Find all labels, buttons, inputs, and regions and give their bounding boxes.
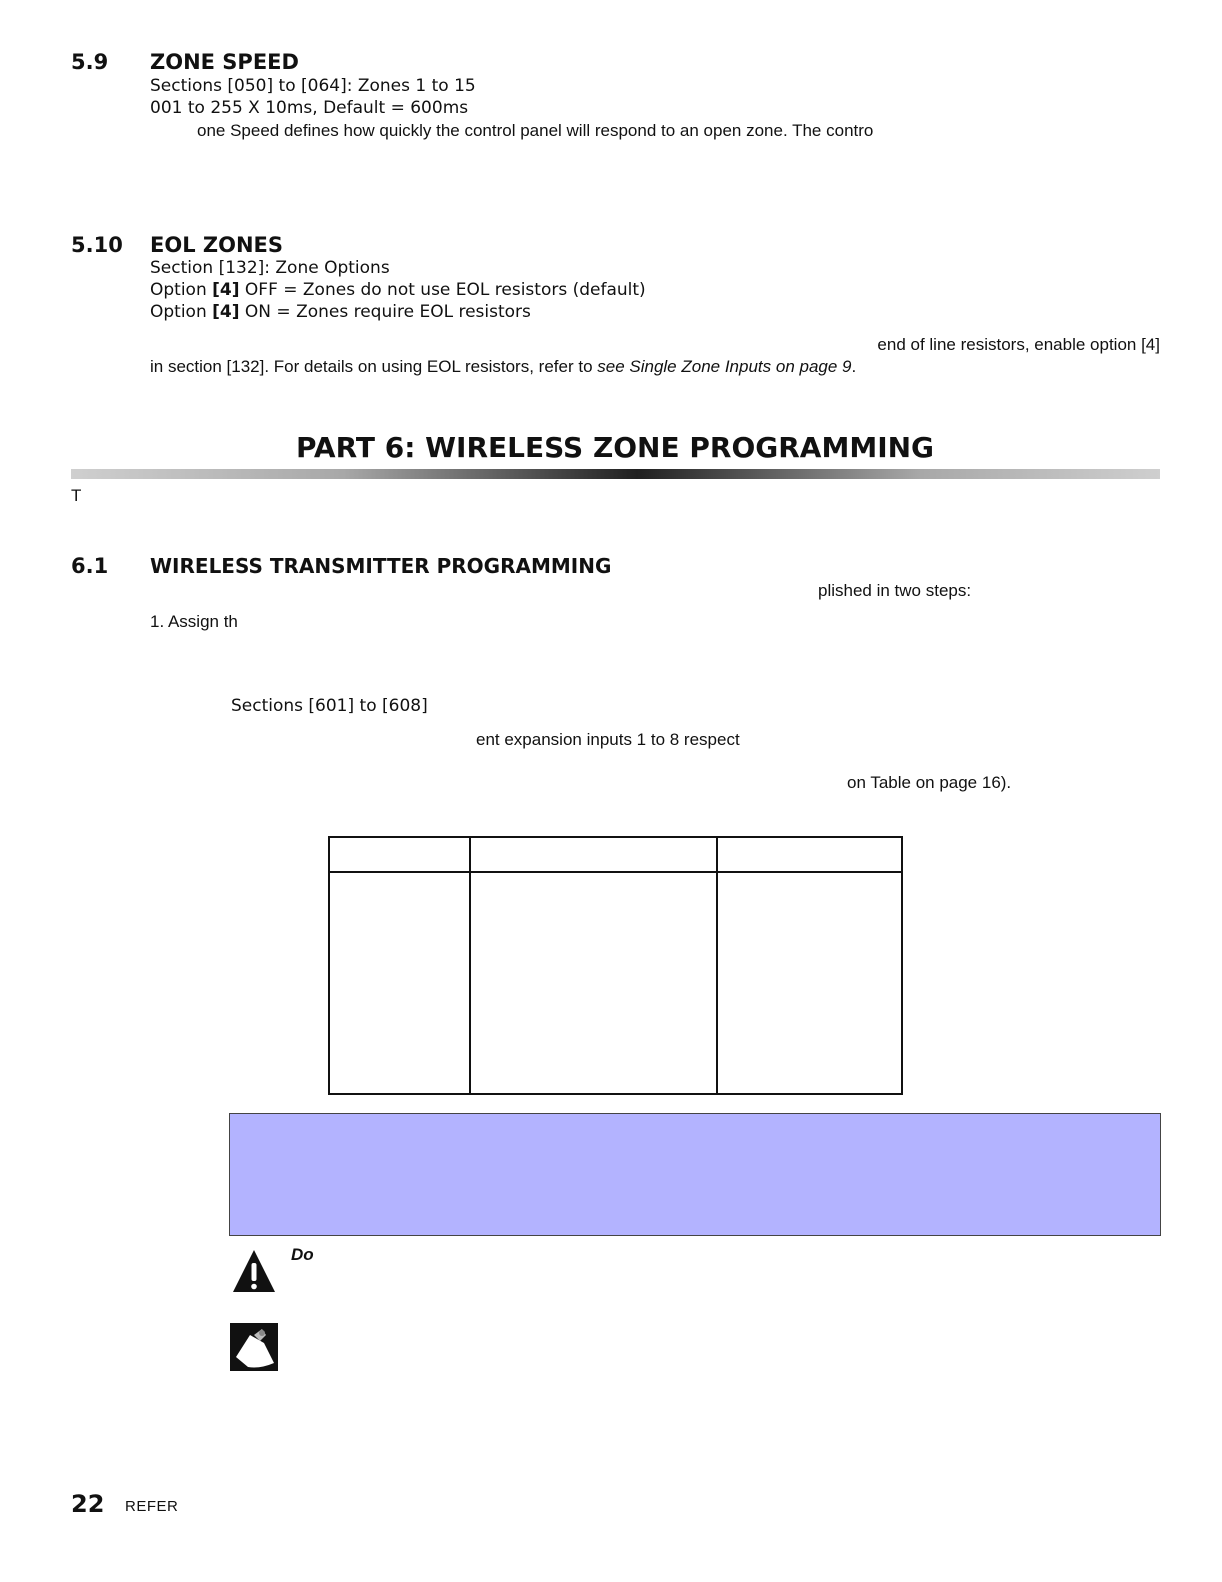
section-reference: Sections [601] to [608]: [231, 696, 428, 716]
table-cell: [329, 872, 470, 1094]
table-header-cell: [470, 837, 717, 872]
table-cell: [470, 872, 717, 1094]
paragraph: T: [71, 486, 82, 505]
table-header-cell: [717, 837, 902, 872]
part-divider: [71, 469, 1160, 479]
option-line: [150, 280, 646, 300]
table-header-cell: [329, 837, 470, 872]
option-key: [4]: [212, 302, 240, 322]
step-item: 1. Assign th: [150, 612, 238, 631]
warning-text: Do: [291, 1245, 314, 1264]
option-label: Option: [150, 302, 213, 322]
paragraph: in section [132]. For details on using EOL resistors, refer to see Single Zone Inputs on page 9.: [150, 357, 857, 376]
value-range: 001 to 255 X 10ms, Default = 600ms: [150, 98, 469, 118]
section-reference: Sections [050] to [064]: Zones 1 to 15: [150, 76, 476, 96]
page-number: 22: [71, 1490, 105, 1518]
footer-label: REFER: [125, 1498, 179, 1515]
section-reference: Section [132]: Zone Options: [150, 258, 390, 278]
part-title: PART 6: WIRELESS ZONE PROGRAMMING: [295, 431, 935, 464]
section-title: EOL ZONES: [150, 233, 284, 257]
option-key: [4]: [212, 280, 240, 300]
option-label: Option: [150, 280, 213, 300]
section-number: 6.1: [71, 554, 109, 578]
paragraph: end of line resistors, enable option [4]: [877, 335, 1160, 354]
option-desc: OFF = Zones do not use EOL resistors (default): [239, 280, 646, 300]
warning-icon: [231, 1248, 277, 1294]
note-box: [229, 1113, 1161, 1236]
note-icon: [230, 1323, 278, 1371]
paragraph: on Table on page 16).: [847, 773, 1012, 792]
option-line: [150, 302, 531, 322]
section-number: 5.9: [71, 50, 109, 74]
cross-reference-link[interactable]: see Single Zone Inputs on page 9: [597, 357, 852, 376]
paragraph: plished in two steps:: [818, 581, 972, 600]
section-title: ZONE SPEED: [150, 50, 299, 74]
section-title: WIRELESS TRANSMITTER PROGRAMMING: [150, 554, 612, 578]
zone-assignment-table: [328, 836, 903, 1095]
paragraph: one Speed defines how quickly the control panel will respond to an open zone. The contro: [197, 121, 874, 140]
paragraph: ent expansion inputs 1 to 8 respect: [476, 730, 740, 749]
option-desc: ON = Zones require EOL resistors: [239, 302, 531, 322]
section-number: 5.10: [71, 233, 123, 257]
table-cell: [717, 872, 902, 1094]
